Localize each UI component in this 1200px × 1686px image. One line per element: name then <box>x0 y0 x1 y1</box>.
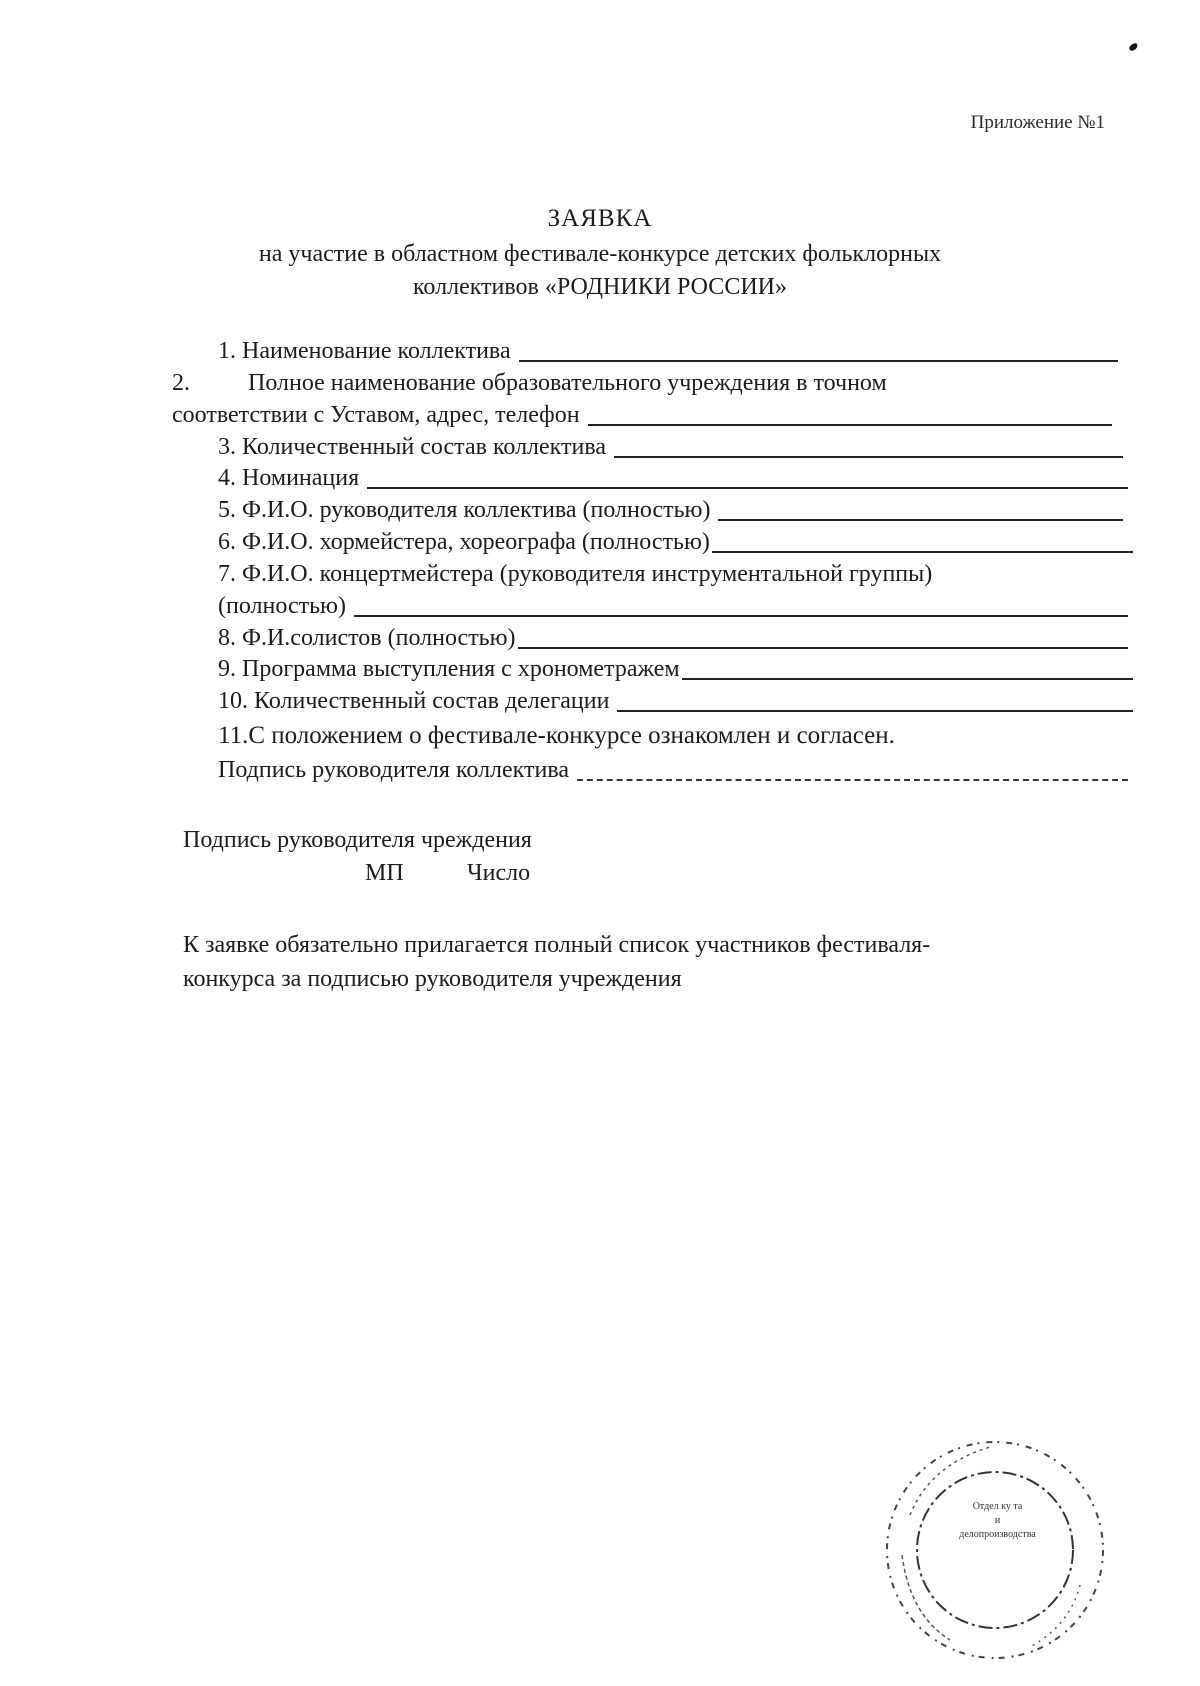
form-item-1 <box>218 338 1118 365</box>
leader-signature-field[interactable] <box>577 778 1128 781</box>
form-item-5 <box>218 497 1123 524</box>
form-item-10 <box>218 688 1133 715</box>
form-item-2-line-1 <box>172 370 1072 397</box>
form-item-2-number: 2. <box>172 370 190 396</box>
form-item-7-line-2 <box>218 593 1128 620</box>
document-title: ЗАЯВКА <box>547 205 653 232</box>
form-item-11-label: 11.С положением о фестивале-конкурсе ознакомлен и согласен. <box>218 722 895 749</box>
form-item-7-label-cont: (полностью) <box>218 593 346 619</box>
form-item-2-field[interactable] <box>588 423 1112 426</box>
form-item-3-field[interactable] <box>614 455 1123 458</box>
stamp-ring-text-left <box>902 1555 950 1640</box>
form-item-3 <box>218 434 1123 461</box>
form-item-10-field[interactable] <box>617 709 1133 712</box>
form-item-7-label: 7. Ф.И.О. концертмейстера (руководителя инструментальной группы) <box>218 561 933 587</box>
form-item-5-label: 5. Ф.И.О. руководителя коллектива (полностью) <box>218 497 711 523</box>
stamp-text-line-1: Отдел ку та <box>972 1501 1023 1512</box>
annex-label: Приложение №1 <box>970 112 1105 133</box>
attachment-note-line-1: К заявке обязательно прилагается полный список участников фестиваля- <box>183 932 931 958</box>
form-item-1-field[interactable] <box>519 359 1118 362</box>
form-item-7-line-1 <box>218 561 1118 588</box>
institution-signature-label: Подпись руководителя чреждения <box>183 827 532 853</box>
scan-speck <box>1128 42 1139 52</box>
leader-signature-label: Подпись руководителя коллектива <box>218 757 570 783</box>
form-item-3-label: 3. Количественный состав коллектива <box>218 434 607 460</box>
document-subtitle <box>0 238 1200 304</box>
subtitle-line-2: коллективов «РОДНИКИ РОССИИ» <box>412 274 787 300</box>
attachment-note <box>183 928 1083 996</box>
form-item-6-label: 6. Ф.И.О. хормейстера, хореографа (полностью) <box>218 529 710 555</box>
form-item-4 <box>218 465 1128 492</box>
form-item-6 <box>218 529 1133 556</box>
form-item-9-label: 9. Программа выступления с хронометражем <box>218 656 680 682</box>
form-item-4-field[interactable] <box>367 486 1128 489</box>
form-item-8-field[interactable] <box>518 646 1128 649</box>
form-item-1-label: 1. Наименование коллектива <box>218 338 511 364</box>
form-item-7-field[interactable] <box>354 614 1128 617</box>
stamp-outer-ring <box>887 1442 1103 1658</box>
stamp-inner-ring <box>917 1472 1073 1628</box>
stamp-text-line-3: делопроизводства <box>959 1529 1036 1540</box>
form-item-8 <box>218 625 1128 652</box>
form-item-10-label: 10. Количественный состав делегации <box>218 688 610 714</box>
attachment-note-line-2: конкурса за подписью руководителя учреждения <box>183 966 682 992</box>
form-item-9 <box>218 656 1133 683</box>
form-item-2-label-cont: соответствии с Уставом, адрес, телефон <box>172 402 580 428</box>
form-item-8-label: 8. Ф.И.солистов (полностью) <box>218 625 516 651</box>
form-item-9-field[interactable] <box>682 677 1133 680</box>
leader-signature-row <box>218 757 1128 784</box>
form-item-2-label: Полное наименование образовательного учреждения в точном <box>248 370 887 396</box>
official-stamp <box>880 1435 1110 1665</box>
form-item-4-label: 4. Номинация <box>218 465 360 491</box>
form-item-6-field[interactable] <box>712 550 1133 553</box>
stamp-text-line-2: и <box>994 1515 1001 1526</box>
form-item-2-line-2 <box>172 402 1112 429</box>
stamp-center-text <box>930 1500 1065 1542</box>
date-label: Число <box>467 860 531 886</box>
seal-place-label: МП <box>365 860 404 886</box>
form-item-11 <box>218 722 1118 750</box>
form-item-5-field[interactable] <box>718 518 1123 521</box>
subtitle-line-1: на участие в областном фестивале-конкурсе детских фольклорных <box>258 241 942 267</box>
